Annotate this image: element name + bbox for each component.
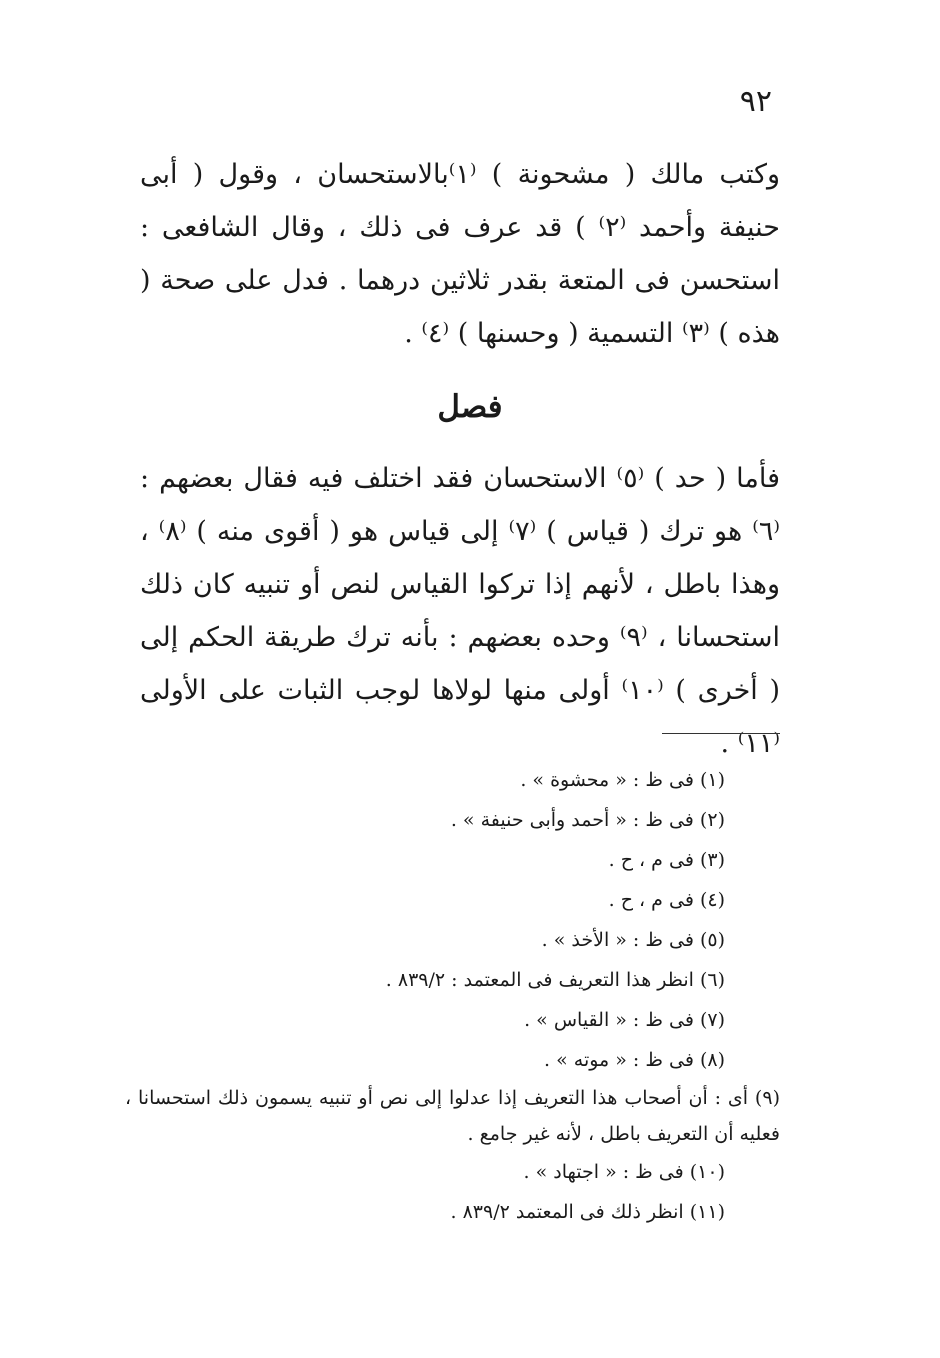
footnote-11: (١١) انظر ذلك فى المعتمد ٨٣٩/٢ . — [450, 1201, 725, 1223]
footnote-5: (٥) فى ظ : « الأخذ » . — [541, 929, 725, 951]
footnote-1: (١) فى ظ : « محشوة » . — [520, 769, 725, 791]
footnote-8: (٨) فى ظ : « موته » . — [544, 1049, 725, 1071]
paragraph-1: وكتب مالك ( مشحونة ) ⁽١⁾بالاستحسان ، وقول ( أبى حنيفة وأحمد ⁽٢⁾ ) قد عرف فى ذلك ، وقال الشافعى : استحسن فى المتعة بقدر ثلاثين درهما . فدل على صحة ( هذه ) ⁽٣⁾ التسمية ( وحسنها ) ⁽٤⁾ . — [140, 159, 780, 349]
footnote-2: (٢) فى ظ : « أحمد وأبى حنيفة » . — [450, 809, 725, 831]
footnote-divider — [662, 733, 780, 734]
page-number: ٩٢ — [739, 84, 772, 119]
footnote-7: (٧) فى ظ : « القياس » . — [524, 1009, 725, 1031]
footnotes-list — [125, 760, 780, 1232]
footnote-10: (١٠) فى ظ : « اجتهاد » . — [523, 1161, 725, 1183]
footnote-3: (٣) فى م ، ح . — [608, 849, 725, 871]
paragraph-2: فأما ( حد ) ⁽٥⁾ الاستحسان فقد اختلف فيه فقال بعضهم : ⁽٦⁾ هو ترك ( قياس ) ⁽٧⁾ إلى قياس هو ( أقوى منه ) ⁽٨⁾ ، وهذا باطل ، لأنهم إذا تركوا القياس لنص أو تنبيه كان ذلك استحسانا ، ⁽٩⁾ وحده بعضهم : بأنه ترك طريقة الحكم إلى ( أخرى ) ⁽١٠⁾ أولى منها لولاها لوجب الثبات على الأولى ⁽١١⁾ . — [140, 463, 780, 759]
footnote-6: (٦) انظر هذا التعريف فى المعتمد : ٨٣٩/٢ . — [385, 969, 725, 991]
footnote-4: (٤) فى م ، ح . — [608, 889, 725, 911]
footnote-9: (٩) أى : أن أصحاب هذا التعريف إذا عدلوا إلى نص أو تنبيه يسمون ذلك استحسانا ، فعليه أن التعريف باطل ، لأنه غير جامع . — [125, 1087, 780, 1145]
section-heading: فصل — [437, 389, 503, 425]
